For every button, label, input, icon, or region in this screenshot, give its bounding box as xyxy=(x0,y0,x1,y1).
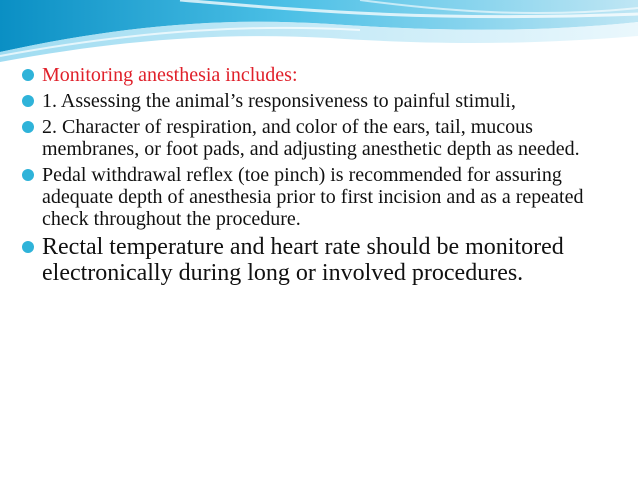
bullet-item-pedal-reflex xyxy=(20,164,620,230)
bullet-icon xyxy=(22,121,34,133)
bullet-item-heading xyxy=(20,64,620,86)
bullet-icon xyxy=(22,241,34,253)
bullet-text: Rectal temperature and heart rate should be monitored electronically during long or involved procedures. xyxy=(42,234,564,286)
bullet-item-responsiveness xyxy=(20,90,620,112)
bullet-icon xyxy=(22,69,34,81)
bullet-text: 2. Character of respiration, and color of the ears, tail, mucous membranes, or foot pads, and adjusting anesthetic depth as needed. xyxy=(42,116,580,160)
bullet-item-respiration xyxy=(20,116,620,160)
bullet-icon xyxy=(22,95,34,107)
bullet-icon xyxy=(22,169,34,181)
bullet-list xyxy=(20,64,620,286)
bullet-text: 1. Assessing the animal’s responsiveness to painful stimuli, xyxy=(42,90,516,112)
bullet-item-rectal-temperature xyxy=(20,234,620,286)
bullet-text: Monitoring anesthesia includes: xyxy=(42,64,298,86)
bullet-text: Pedal withdrawal reflex (toe pinch) is recommended for assuring adequate depth of anesthesia prior to first incision and as a repeated check throughout the procedure. xyxy=(42,164,584,230)
